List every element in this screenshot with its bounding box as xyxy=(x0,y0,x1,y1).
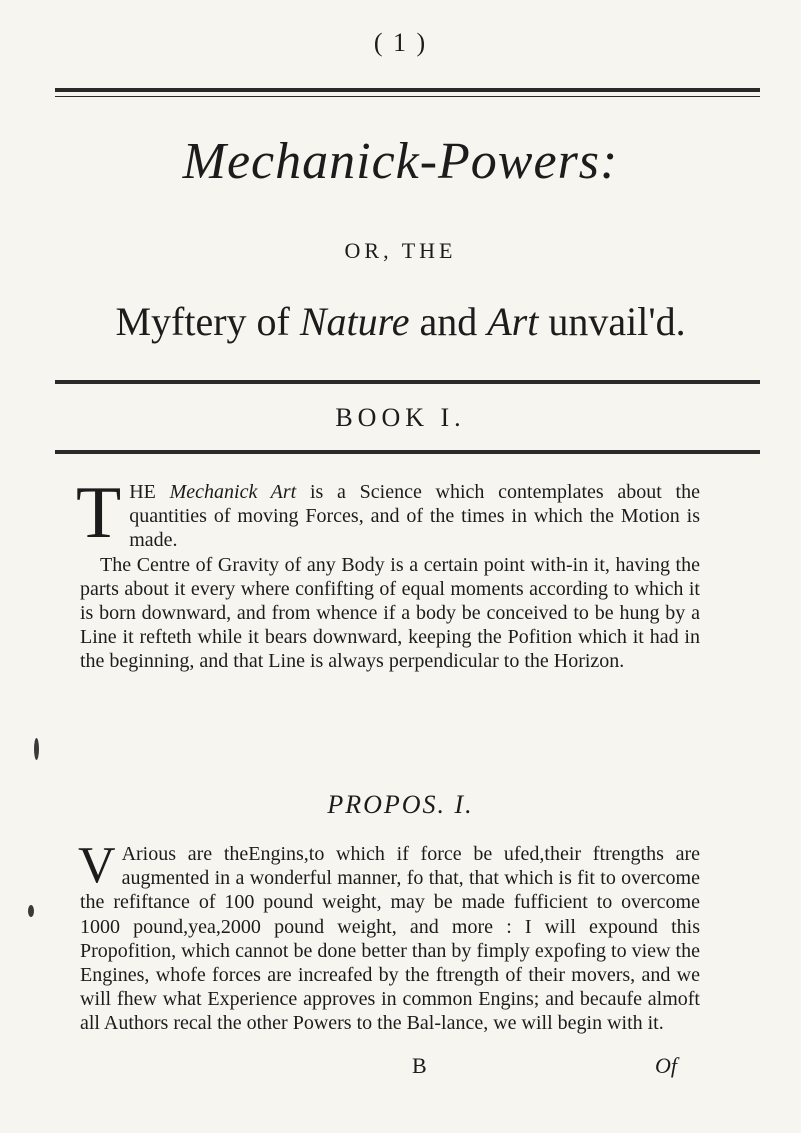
paragraph1-text: is a Science which contemplates about the quantities of moving Forces, and of the times in which the Motion is made. xyxy=(129,481,700,552)
subtitle-art: Art xyxy=(487,299,539,344)
paragraph3-text: Arious are theEngins,to which if force be ufed,their ftrengths are augmented in a wonderful manner, fo that, that which is fit to overcome the refiftance of 100 pound weight, may be made fufficient to overcome 1000 pound,yea,2000 pound weight, and more : I will expound this Propofition, which cannot be done better than by fimply expofing to view the Engines, whofe forces are increafed by the ftrength of their movers, and we will fhew what Experience approves in common Engins; and becaufe almoft all Authors recal the other Powers to the Bal-lance, we will begin with it. xyxy=(80,843,700,1035)
subtitle-part2: and xyxy=(409,299,488,344)
drop-cap-t: T xyxy=(76,472,122,554)
book-rule-bottom xyxy=(55,450,760,454)
page-title: Mechanick-Powers: xyxy=(182,133,619,190)
signature-mark: B xyxy=(412,1053,427,1078)
book-rule-top xyxy=(55,380,760,384)
margin-ink-mark xyxy=(28,905,34,917)
paragraph-definition xyxy=(76,472,700,554)
catchword: Of xyxy=(655,1053,677,1078)
paragraph1-lead: HE xyxy=(129,481,170,503)
proposition-heading: PROPOS. I. xyxy=(327,790,474,819)
subtitle-part1: Myftery of xyxy=(115,299,300,344)
or-the-line: OR, THE xyxy=(344,238,457,263)
paragraph-centre-of-gravity: The Centre of Gravity of any Body is a certain point with-in it, having the parts about it every where confifting of equal moments according to which it is born downward, and from whence if a body be conceived to be hung by a Line it refteth while it bears downward, keeping the Pofition which it had in the beginning, and that Line is always perpendicular to the Horizon. xyxy=(80,553,700,673)
paragraph-proposition xyxy=(78,837,700,1036)
subtitle xyxy=(0,298,801,345)
subtitle-nature: Nature xyxy=(299,299,410,344)
subtitle-part3: unvail'd. xyxy=(538,299,686,344)
margin-ink-mark xyxy=(34,738,39,760)
body-text-section-2 xyxy=(78,837,700,1036)
header-rule-top xyxy=(55,88,760,92)
drop-cap-v: V xyxy=(78,837,116,894)
page-number: ( 1 ) xyxy=(373,28,428,57)
header-rule-thin xyxy=(55,96,760,97)
book-heading: BOOK I. xyxy=(335,403,466,432)
body-text-section-1 xyxy=(76,472,700,674)
paragraph1-lead-italic: Mechanick Art xyxy=(169,481,297,503)
